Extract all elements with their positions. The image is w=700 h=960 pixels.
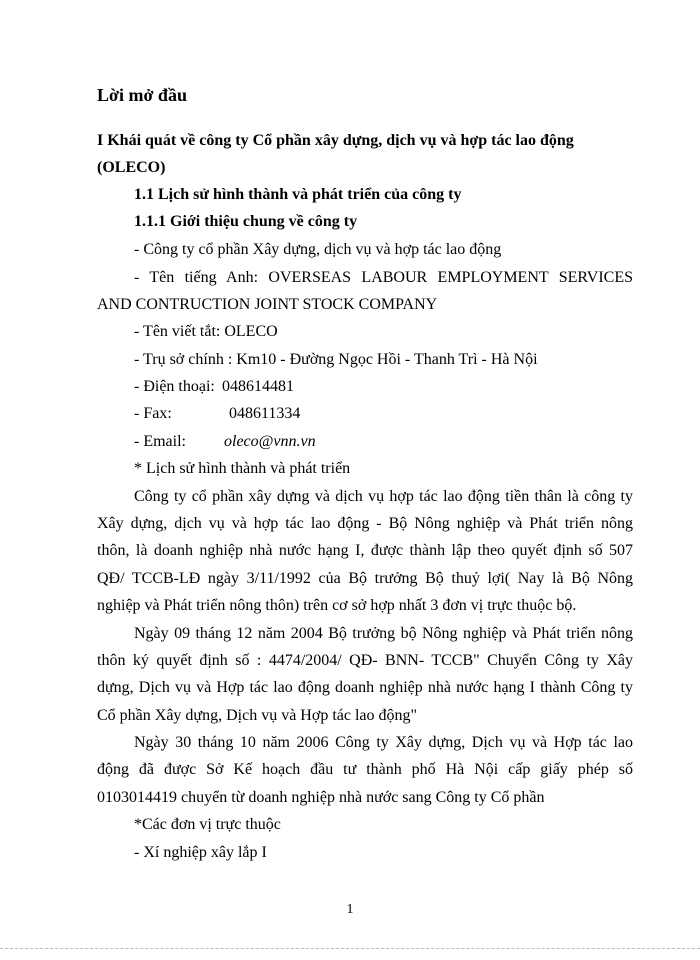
unit-item: - Xí nghiệp xây lắp I (134, 844, 267, 861)
paragraph-line: Cổ phần Xây dựng, Dịch vụ và Hợp tác lao động" (97, 707, 418, 724)
paragraph-line: Công ty cổ phần xây dựng và dịch vụ hợp tác lao động tiền thân là công ty (134, 488, 633, 505)
subsection-heading: 1.1 Lịch sử hình thành và phát triển của công ty (134, 186, 462, 203)
section-heading: I Khái quát về công ty Cổ phần xây dựng, dịch vụ và hợp tác lao động (97, 132, 574, 149)
company-name-line: - Công ty cổ phần Xây dựng, dịch vụ và hợp tác lao động (134, 241, 502, 258)
paragraph-line: động đã được Sở Kế hoạch đầu tư thành phố Hà Nội cấp giấy phép số (97, 761, 633, 778)
english-name-line: - Tên tiếng Anh: OVERSEAS LABOUR EMPLOYMENT SERVICES (134, 269, 633, 286)
email-link[interactable]: oleco@vnn.vn (224, 433, 316, 450)
email-line (134, 432, 434, 452)
paragraph-line: thôn, là doanh nghiệp nhà nước hạng I, được thành lập theo quyết định số 507 (97, 542, 633, 559)
document-title: Lời mở đầu (97, 85, 187, 105)
short-name-line: - Tên viết tắt: OLECO (134, 323, 278, 340)
paragraph-line: Ngày 09 tháng 12 năm 2004 Bộ trưởng bộ Nông nghiệp và Phát triển nông (134, 625, 633, 642)
paragraph-line: Ngày 30 tháng 10 năm 2006 Công ty Xây dựng, Dịch vụ và Hợp tác lao (134, 734, 633, 751)
paragraph-line: QĐ/ TCCB-LĐ ngày 3/11/1992 của Bộ trưởng Bộ thuỷ lợi( Nay là Bộ Nông (97, 570, 633, 587)
history-heading: * Lịch sử hình thành và phát triển (134, 460, 351, 477)
units-heading: *Các đơn vị trực thuộc (134, 816, 281, 833)
paragraph-line: nghiệp và Phát triển nông thôn) trên cơ sở hợp nhất 3 đơn vị trực thuộc bộ. (97, 597, 577, 614)
phone-value: 048614481 (222, 378, 294, 395)
fax-label: - Fax: (134, 405, 172, 422)
fax-line (134, 404, 434, 424)
page-divider (0, 948, 700, 949)
subsubsection-heading: 1.1.1 Giới thiệu chung về công ty (134, 213, 358, 230)
headquarters-line: - Trụ sở chính : Km10 - Đường Ngọc Hồi - Thanh Trì - Hà Nội (134, 351, 538, 368)
fax-value: 048611334 (229, 405, 301, 422)
phone-label: - Điện thoại: (134, 378, 215, 395)
page-number: 1 (346, 902, 354, 917)
section-heading-cont: (OLECO) (97, 159, 166, 176)
paragraph-line: 0103014419 chuyển từ doanh nghiệp nhà nước sang Công ty Cổ phần (97, 789, 545, 806)
phone-line (134, 377, 434, 397)
english-name-line-cont: AND CONTRUCTION JOINT STOCK COMPANY (97, 296, 438, 313)
paragraph-line: Xây dựng, dịch vụ và hợp tác lao động - Bộ Nông nghiệp và Phát triển nông (97, 515, 633, 532)
paragraph-line: thôn ký quyết định số : 4474/2004/ QĐ- BNN- TCCB" Chuyển Công ty Xây (97, 652, 633, 669)
paragraph-line: dựng, Dịch vụ và Hợp tác lao động doanh nghiệp nhà nước hạng I thành Công ty (97, 679, 633, 696)
email-label: - Email: (134, 433, 186, 450)
